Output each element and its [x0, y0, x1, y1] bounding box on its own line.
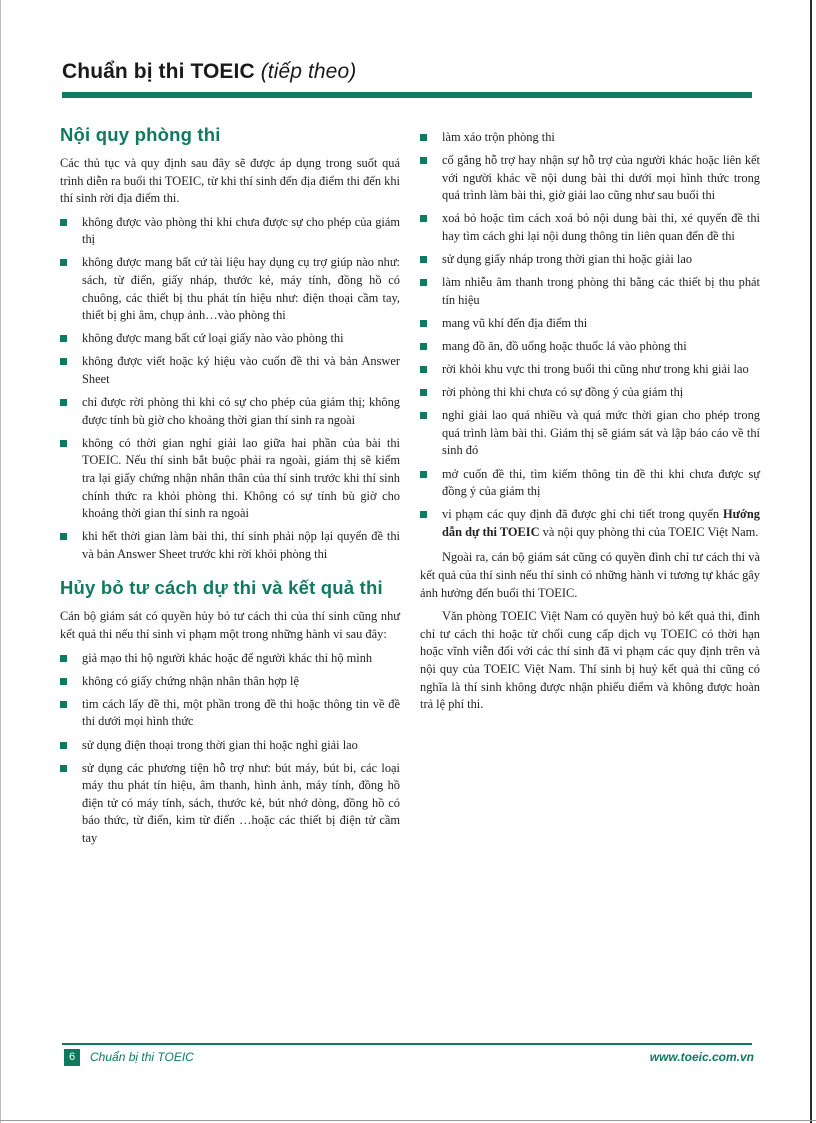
list-item-text: sử dụng điện thoại trong thời gian thi hoặc nghỉ giải lao	[82, 737, 358, 752]
list-item	[418, 251, 760, 269]
page-number-badge: 6	[64, 1049, 80, 1066]
square-bullet-icon	[420, 389, 427, 396]
disqualification-list	[58, 650, 400, 848]
list-item	[58, 650, 400, 668]
right-column	[418, 129, 760, 720]
list-item	[418, 210, 760, 245]
square-bullet-icon	[60, 259, 67, 266]
exam-rules-list	[58, 214, 400, 564]
list-item-text: mở cuốn đề thi, tìm kiếm thông tin đề thi khi chưa được sự đồng ý của giám thị	[442, 466, 760, 499]
page-right-edge	[810, 0, 812, 1123]
square-bullet-icon	[60, 678, 67, 685]
list-item-text: làm xáo trộn phòng thi	[442, 130, 555, 144]
list-item	[58, 528, 400, 563]
page-title	[62, 60, 356, 84]
list-item	[418, 274, 760, 309]
list-item-text: nghỉ giải lao quá nhiều và quá mức thời gian cho phép trong quá trình làm bài thi. Giám thị sẽ giám sát và lập báo cáo về thí sinh đó	[442, 408, 760, 458]
square-bullet-icon	[420, 366, 427, 373]
list-item	[418, 384, 760, 402]
page-title-main: Chuẩn bị thi TOEIC	[62, 60, 255, 83]
square-bullet-icon	[420, 412, 427, 419]
list-item	[58, 330, 400, 348]
list-item-text: không được viết hoặc ký hiệu vào cuốn đề thi và bản Answer Sheet	[82, 354, 400, 387]
list-item	[58, 394, 400, 429]
list-item-text: xoá bỏ hoặc tìm cách xoá bỏ nội dung bài thi, xé quyển đề thi hay tìm cách ghi lại nội dung thông tin liên quan đến đề thi	[442, 211, 760, 243]
list-item	[58, 435, 400, 523]
list-item	[418, 466, 760, 501]
square-bullet-icon	[420, 320, 427, 327]
list-item-text: không được mang bất cứ tài liệu hay dụng cụ trợ giúp nào như: sách, từ điển, giấy nháp, thước kẻ, máy tính, đồng hồ có chuông, các thiết bị thu phát tín hiệu như: điện thoại cầm tay, thiết bị ghi âm, chụp ảnh…vào phòng thi	[82, 255, 400, 323]
list-item-text: làm nhiễu âm thanh trong phòng thi bằng các thiết bị thu phát tín hiệu	[442, 275, 760, 307]
list-item	[418, 338, 760, 356]
square-bullet-icon	[420, 343, 427, 350]
list-item-text: không có thời gian nghỉ giải lao giữa hai phần của bài thi TOEIC. Nếu thí sinh bắt buộc phải ra ngoài, giám thị sẽ kiểm tra lại giấy chứng nhận nhân thân của thí sinh trước khi thí sinh chính thức ra khỏi phòng thi. Không có sự tính bù giờ cho khoảng thời gian thí sinh ra ngoài	[82, 435, 400, 521]
square-bullet-icon	[420, 134, 427, 141]
list-item	[418, 129, 760, 147]
square-bullet-icon	[60, 335, 67, 342]
list-item-text: rời phòng thi khi chưa có sự đồng ý của giám thị	[442, 385, 684, 400]
list-item	[58, 353, 400, 388]
square-bullet-icon	[420, 279, 427, 286]
square-bullet-icon	[60, 742, 67, 749]
square-bullet-icon	[420, 157, 427, 164]
list-item-text: sử dụng giấy nháp trong thời gian thi hoặc giải lao	[442, 252, 693, 267]
list-item	[418, 315, 760, 333]
page-left-edge	[0, 0, 1, 1123]
list-item	[418, 152, 760, 205]
page-title-subtitle: (tiếp theo)	[260, 60, 357, 83]
page-bottom-edge	[0, 1120, 816, 1121]
list-item-text-after: và nội quy phòng thi của TOEIC Việt Nam.	[542, 524, 759, 539]
paragraph-additional-rights: Ngoài ra, cán bộ giám sát cũng có quyền đình chỉ tư cách thi và kết quả của thí sinh nếu thí sinh có những hành vi tương tự khác gây ảnh hưởng đến buổi thi TOEIC.	[420, 550, 760, 600]
list-item-text: mang vũ khí đến địa điểm thi	[442, 315, 588, 330]
left-column	[58, 124, 400, 856]
list-item	[58, 737, 400, 755]
list-item-text: mang đồ ăn, đồ uống hoặc thuốc lá vào phòng thi	[442, 338, 687, 353]
list-item	[418, 407, 760, 460]
list-item-text: khi hết thời gian làm bài thi, thí sinh phải nộp lại quyển đề thi và bản Answer Sheet trước khi rời khỏi phòng thi	[82, 529, 400, 561]
list-item	[418, 506, 760, 541]
square-bullet-icon	[420, 215, 427, 222]
list-item	[58, 760, 400, 848]
list-item-text: không có giấy chứng nhận nhân thân hợp lệ	[82, 673, 299, 688]
list-item-text: chỉ được rời phòng thi khi có sự cho phép của giám thị; không được tính bù giờ cho khoảng thời gian thí sinh ra ngoài	[82, 395, 400, 427]
section-intro-disqualification: Cán bộ giám sát có quyền hủy bỏ tư cách thi của thí sinh cũng như kết quả thi nếu thí sinh vi phạm một trong những hành vi sau đây:	[60, 609, 400, 642]
square-bullet-icon	[420, 471, 427, 478]
list-item-text: rời khỏi khu vực thi trong buổi thi cũng như trong khi giải lao	[442, 362, 749, 377]
list-item	[418, 361, 760, 379]
list-item-text: không được mang bất cứ loại giấy nào vào phòng thi	[82, 331, 344, 346]
footer-book-title: Chuẩn bị thi TOEIC	[90, 1050, 194, 1064]
list-item-text: cố gắng hỗ trợ hay nhận sự hỗ trợ của người khác hoặc liên kết với người khác về nội dung bài thi dưới mọi hình thức trong quá trình làm bài thi, giờ giải lao cũng như sau buổi thi	[442, 153, 760, 203]
list-item	[58, 696, 400, 731]
square-bullet-icon	[60, 440, 67, 447]
list-item-bold-guide-title: Hướng dẫn dự thi TOEIC	[442, 507, 760, 539]
list-item-text: sử dụng các phương tiện hỗ trợ như: bút máy, bút bi, các loại máy thu phát tín hiệu, âm thanh, hình ảnh, máy tính, đồng hồ điện tử có máy tính, sách, thước kẻ, bút nhớ dòng, đồng hồ có báo thức, từ điển, kim từ điển …hoặc các thiết bị điện tử cầm tay	[82, 760, 400, 845]
footer-rule	[62, 1043, 752, 1045]
square-bullet-icon	[420, 511, 427, 518]
square-bullet-icon	[60, 399, 67, 406]
list-item-text: không được vào phòng thi khi chưa được sự cho phép của giám thị	[82, 214, 400, 247]
list-item	[58, 673, 400, 691]
square-bullet-icon	[60, 358, 67, 365]
footer-website: www.toeic.com.vn	[649, 1050, 754, 1064]
square-bullet-icon	[60, 765, 67, 772]
square-bullet-icon	[420, 256, 427, 263]
list-item	[58, 254, 400, 324]
square-bullet-icon	[60, 655, 67, 662]
section-heading-disqualification: Hủy bỏ tư cách dự thi và kết quả thi	[60, 577, 383, 599]
square-bullet-icon	[60, 533, 67, 540]
list-item-text-before: vi phạm các quy định đã được ghi chi tiết trong quyển	[442, 507, 720, 522]
list-item-text: giả mạo thi hộ người khác hoặc để người khác thi hộ mình	[82, 650, 373, 665]
section-intro-exam-rules: Các thủ tục và quy định sau đây sẽ được áp dụng trong suốt quá trình diễn ra buổi thi TOEIC, từ khi thí sinh đến địa điểm thi đến khi thí sinh rời địa điểm thi.	[60, 156, 400, 206]
square-bullet-icon	[60, 701, 67, 708]
list-item	[58, 214, 400, 249]
list-item-text: tìm cách lấy đề thi, một phần trong đề thi hoặc thông tin về đề thi dưới mọi hình thức	[82, 696, 400, 729]
header-rule	[62, 92, 752, 98]
paragraph-office-rights: Văn phòng TOEIC Việt Nam có quyền huỷ bỏ kết quả thi, đình chỉ tư cách thi hoặc từ chối cung cấp dịch vụ TOEIC có thời hạn hoặc vĩnh viễn đối với các thí sinh đã vi phạm các quy định trên và nội quy của TOEIC Việt Nam. Thí sinh bị huỷ kết quả thi cũng có nghĩa là thí sinh không được nhận phiếu điểm và không được hoàn trả lệ phí thi.	[420, 609, 760, 712]
disqualification-list-continued	[418, 129, 760, 541]
square-bullet-icon	[60, 219, 67, 226]
section-heading-exam-rules: Nội quy phòng thi	[60, 124, 221, 145]
